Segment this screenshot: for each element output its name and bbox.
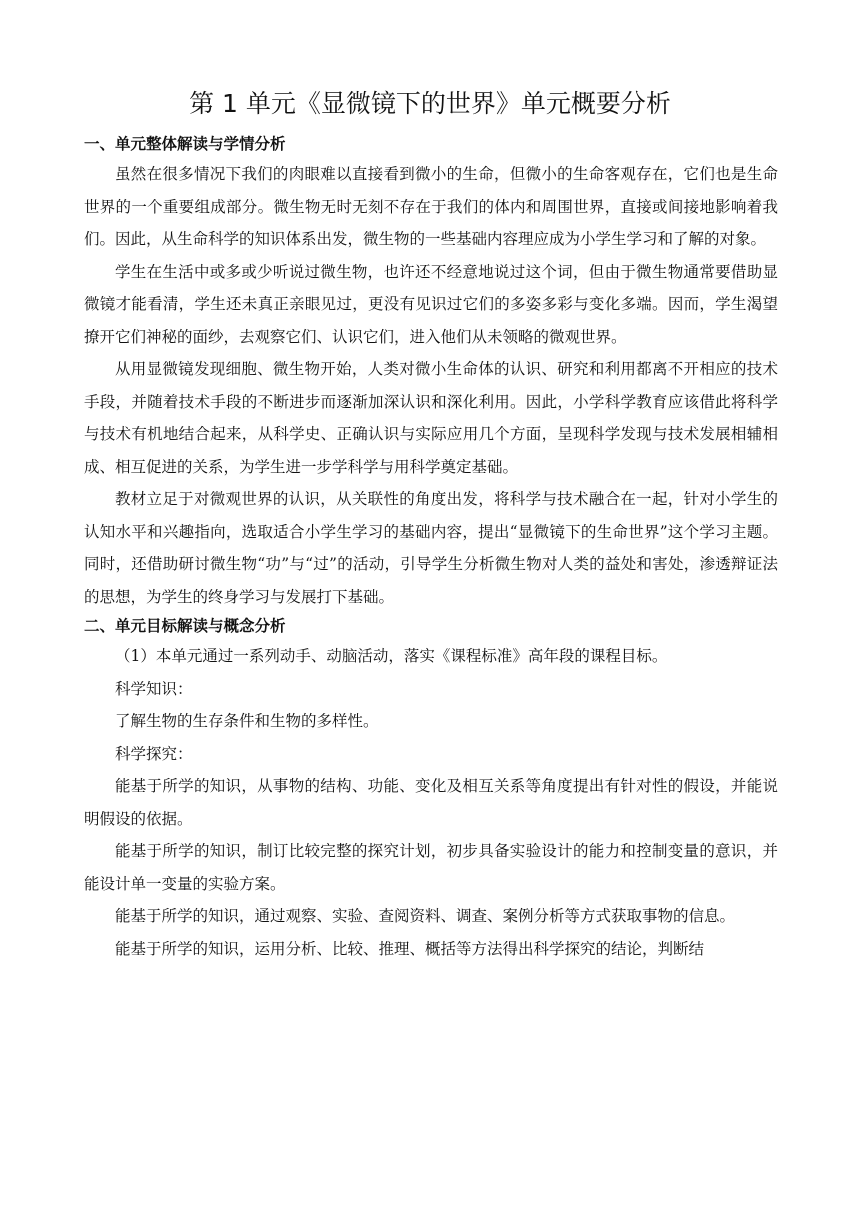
section-heading-2: 二、单元目标解读与概念分析 <box>84 617 286 635</box>
paragraph: 能基于所学的知识，运用分析、比较、推理、概括等方法得出科学探究的结论，判断结 <box>115 939 705 958</box>
paragraph: 了解生物的生存条件和生物的多样性。 <box>115 712 379 730</box>
document-body <box>84 131 778 965</box>
document-title: 第 1 单元《显微镜下的世界》单元概要分析 <box>189 89 671 118</box>
paragraph: 科学知识： <box>115 679 193 698</box>
paragraph: 从用显微镜发现细胞、微生物开始，人类对微小生命体的认识、研究和利用都离不开相应的技术手段，并随着技术手段的不断进步而逐渐加深认识和深化利用。因此，小学科学教育应该借此将科学与技术有机地结合起来，从科学史、正确认识与实际应用几个方面，呈现科学发现与技术发展相辅相成、相互促进的关系，为学生进一步学科学与用科学奠定基础。 <box>84 360 778 476</box>
paragraph: 教材立足于对微观世界的认识，从关联性的角度出发，将科学与技术融合在一起，针对小学生的认知水平和兴趣指向，选取适合小学生学习的基础内容，提出“显微镜下的生命世界”这个学习主题。同时，还借助研讨微生物“功”与“过”的活动，引导学生分析微生物对人类的益处和害处，渗透辩证法的思想，为学生的终身学习与发展打下基础。 <box>84 490 778 606</box>
paragraph: 能基于所学的知识，通过观察、实验、查阅资料、调查、案例分析等方式获取事物的信息。 <box>115 907 736 925</box>
paragraph: 能基于所学的知识，制订比较完整的探究计划，初步具备实验设计的能力和控制变量的意识，并能设计单一变量的实验方案。 <box>84 842 778 893</box>
section-heading-1: 一、单元整体解读与学情分析 <box>84 135 286 153</box>
paragraph: 科学探究： <box>115 744 193 763</box>
paragraph: 学生在生活中或多或少听说过微生物，也许还不经意地说过这个词，但由于微生物通常要借助显微镜才能看清，学生还未真正亲眼见过，更没有见识过它们的多姿多彩与变化多端。因而，学生渴望撩开它们神秘的面纱，去观察它们、认识它们，进入他们从未领略的微观世界。 <box>84 262 778 346</box>
paragraph: （1）本单元通过一系列动手、动脑活动，落实《课程标准》高年段的课程目标。 <box>115 647 668 665</box>
paragraph: 能基于所学的知识，从事物的结构、功能、变化及相互关系等角度提出有针对性的假设，并能说明假设的依据。 <box>84 777 778 828</box>
paragraph: 虽然在很多情况下我们的肉眼难以直接看到微小的生命，但微小的生命客观存在，它们也是生命世界的一个重要组成部分。微生物无时无刻不存在于我们的体内和周围世界，直接或间接地影响着我们。因此，从生命科学的知识体系出发，微生物的一些基础内容理应成为小学生学习和了解的对象。 <box>84 165 778 248</box>
